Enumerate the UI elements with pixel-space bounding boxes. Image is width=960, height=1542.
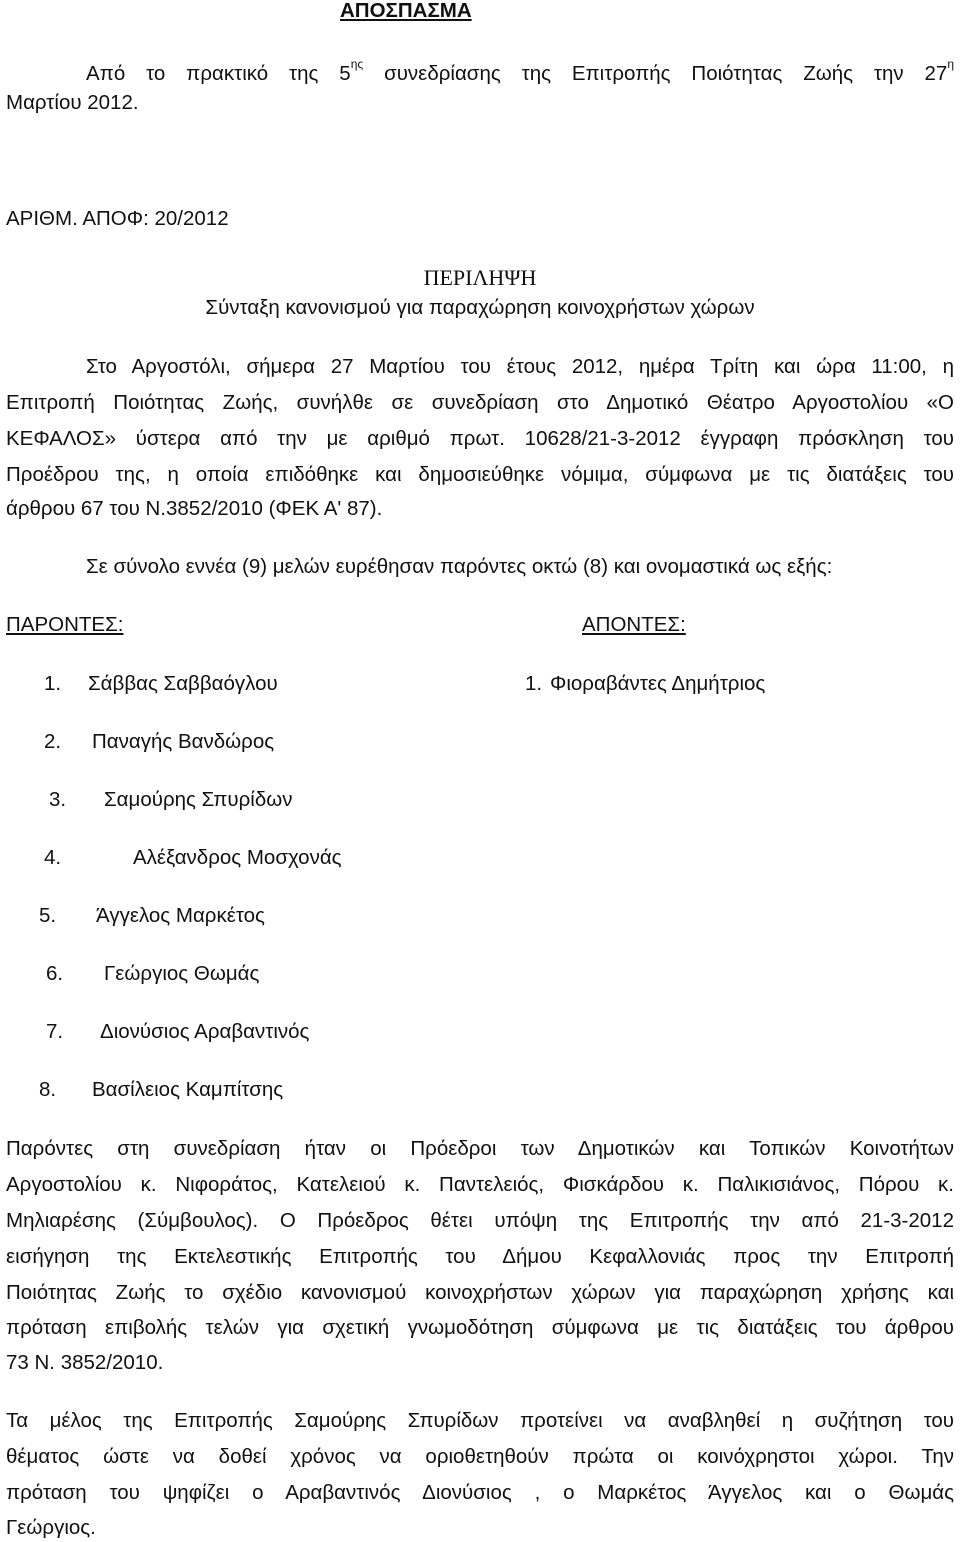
present-member-number: 8. xyxy=(39,1078,57,1101)
para1-line: Προέδρου της, η οποία επιδόθηκε και δημοσιεύθηκε νόμιμα, σύμφωνα με τις διατάξεις του xyxy=(6,463,954,486)
present-member-number: 7. xyxy=(46,1020,64,1043)
absent-header: ΑΠΟΝΤΕΣ: xyxy=(582,613,686,636)
present-member-name: Διονύσιος Αραβαντινός xyxy=(100,1020,310,1043)
absent-member-number: 1. xyxy=(525,672,543,695)
para2-line: εισήγηση της Εκτελεστικής Επιτροπής του Δήμου Κεφαλλονιάς προς την Επιτροπή xyxy=(6,1245,954,1268)
present-member-number: 5. xyxy=(39,904,57,927)
present-member-name: Βασίλειος Καμπίτσης xyxy=(92,1078,284,1101)
present-member-name: Σαμούρης Σπυρίδων xyxy=(104,788,293,811)
para3-line: θέματος ώστε να δοθεί χρόνος να οριοθετηθούν πρώτα οι κοινόχρηστοι χώροι. Την xyxy=(6,1445,954,1468)
present-member-name: Γεώργιος Θωμάς xyxy=(104,962,260,985)
present-member-number: 6. xyxy=(46,962,64,985)
para1-line: ΚΕΦΑΛΟΣ» ύστερα από την με αριθμό πρωτ. 10628/21-3-2012 έγγραφη πρόσκληση του xyxy=(6,427,954,450)
present-member-number: 3. xyxy=(49,788,67,811)
document-title: ΑΠΟΣΠΑΣΜΑ xyxy=(340,0,472,22)
para2-line: Μηλιαρέσης (Σύμβουλος). Ο Πρόεδρος θέτει υπόψη της Επιτροπής την από 21-3-2012 xyxy=(6,1209,954,1232)
present-member-number: 2. xyxy=(44,730,62,753)
intro-line-2: Μαρτίου 2012. xyxy=(6,91,139,114)
present-member-name: Παναγής Βανδώρος xyxy=(92,730,275,753)
para1-line: άρθρου 67 του Ν.3852/2010 (ΦΕΚ Α' 87). xyxy=(6,497,383,520)
summary-title: ΠΕΡΙΛΗΨΗ xyxy=(423,265,537,290)
present-member-name: Άγγελος Μαρκέτος xyxy=(96,904,265,927)
para3-line: πρόταση του ψηφίζει ο Αραβαντινός Διονύσιος , ο Μαρκέτος Άγγελος και ο Θωμάς xyxy=(6,1481,954,1504)
para2-line: Ποιότητας Ζωής το σχέδιο κανονισμού κοινοχρήστων χώρων για παραχώρηση χρήσης και xyxy=(6,1281,954,1304)
present-member-name: Αλέξανδρος Μοσχονάς xyxy=(133,846,342,869)
present-member-name: Σάββας Σαββαόγλου xyxy=(88,672,278,695)
decision-number: ΑΡΙΘΜ. ΑΠΟΦ: 20/2012 xyxy=(6,207,229,230)
summary-text: Σύνταξη κανονισμού για παραχώρηση κοινοχρήστων χώρων xyxy=(205,296,755,319)
para1-line: Στο Αργοστόλι, σήμερα 27 Μαρτίου του έτους 2012, ημέρα Τρίτη και ώρα 11:00, η xyxy=(86,355,954,378)
para1-line: Επιτροπή Ποιότητας Ζωής, συνήλθε σε συνεδρίαση στο Δημοτικό Θέατρο Αργοστολίου «Ο xyxy=(6,391,954,414)
absent-member-name: Φιοραβάντες Δημήτριος xyxy=(550,672,766,695)
intro-line-1: Από το πρακτικό της $5^{\eta\varsigma}$ συνεδρίασης της Επιτροπής Ποιότητας Ζωής την $27^\eta$ xyxy=(86,57,955,85)
para3-line: Τα μέλος της Επιτροπής Σαμούρης Σπυρίδων προτείνει να αναβληθεί η συζήτηση του xyxy=(6,1409,954,1432)
present-member-number: 4. xyxy=(44,846,62,869)
members-sentence: Σε σύνολο εννέα (9) μελών ευρέθησαν παρόντες οκτώ (8) και ονομαστικά ως εξής: xyxy=(86,555,833,578)
present-header: ΠΑΡΟΝΤΕΣ: xyxy=(6,613,124,636)
para2-line: Αργοστολίου κ. Νιφοράτος, Κατελειού κ. Παντελειός, Φισκάρδου κ. Παλικισιάνος, Πόρου κ. xyxy=(6,1173,954,1196)
present-member-number: 1. xyxy=(44,672,62,695)
para3-line: Γεώργιος. xyxy=(6,1516,96,1539)
para2-line: Παρόντες στη συνεδρίαση ήταν οι Πρόεδροι των Δημοτικών και Τοπικών Κοινοτήτων xyxy=(6,1137,954,1160)
para2-line: 73 Ν. 3852/2010. xyxy=(6,1351,164,1374)
para2-line: πρόταση επιβολής τελών για σχετική γνωμοδότηση σύμφωνα με τις διατάξεις του άρθρου xyxy=(6,1316,954,1339)
